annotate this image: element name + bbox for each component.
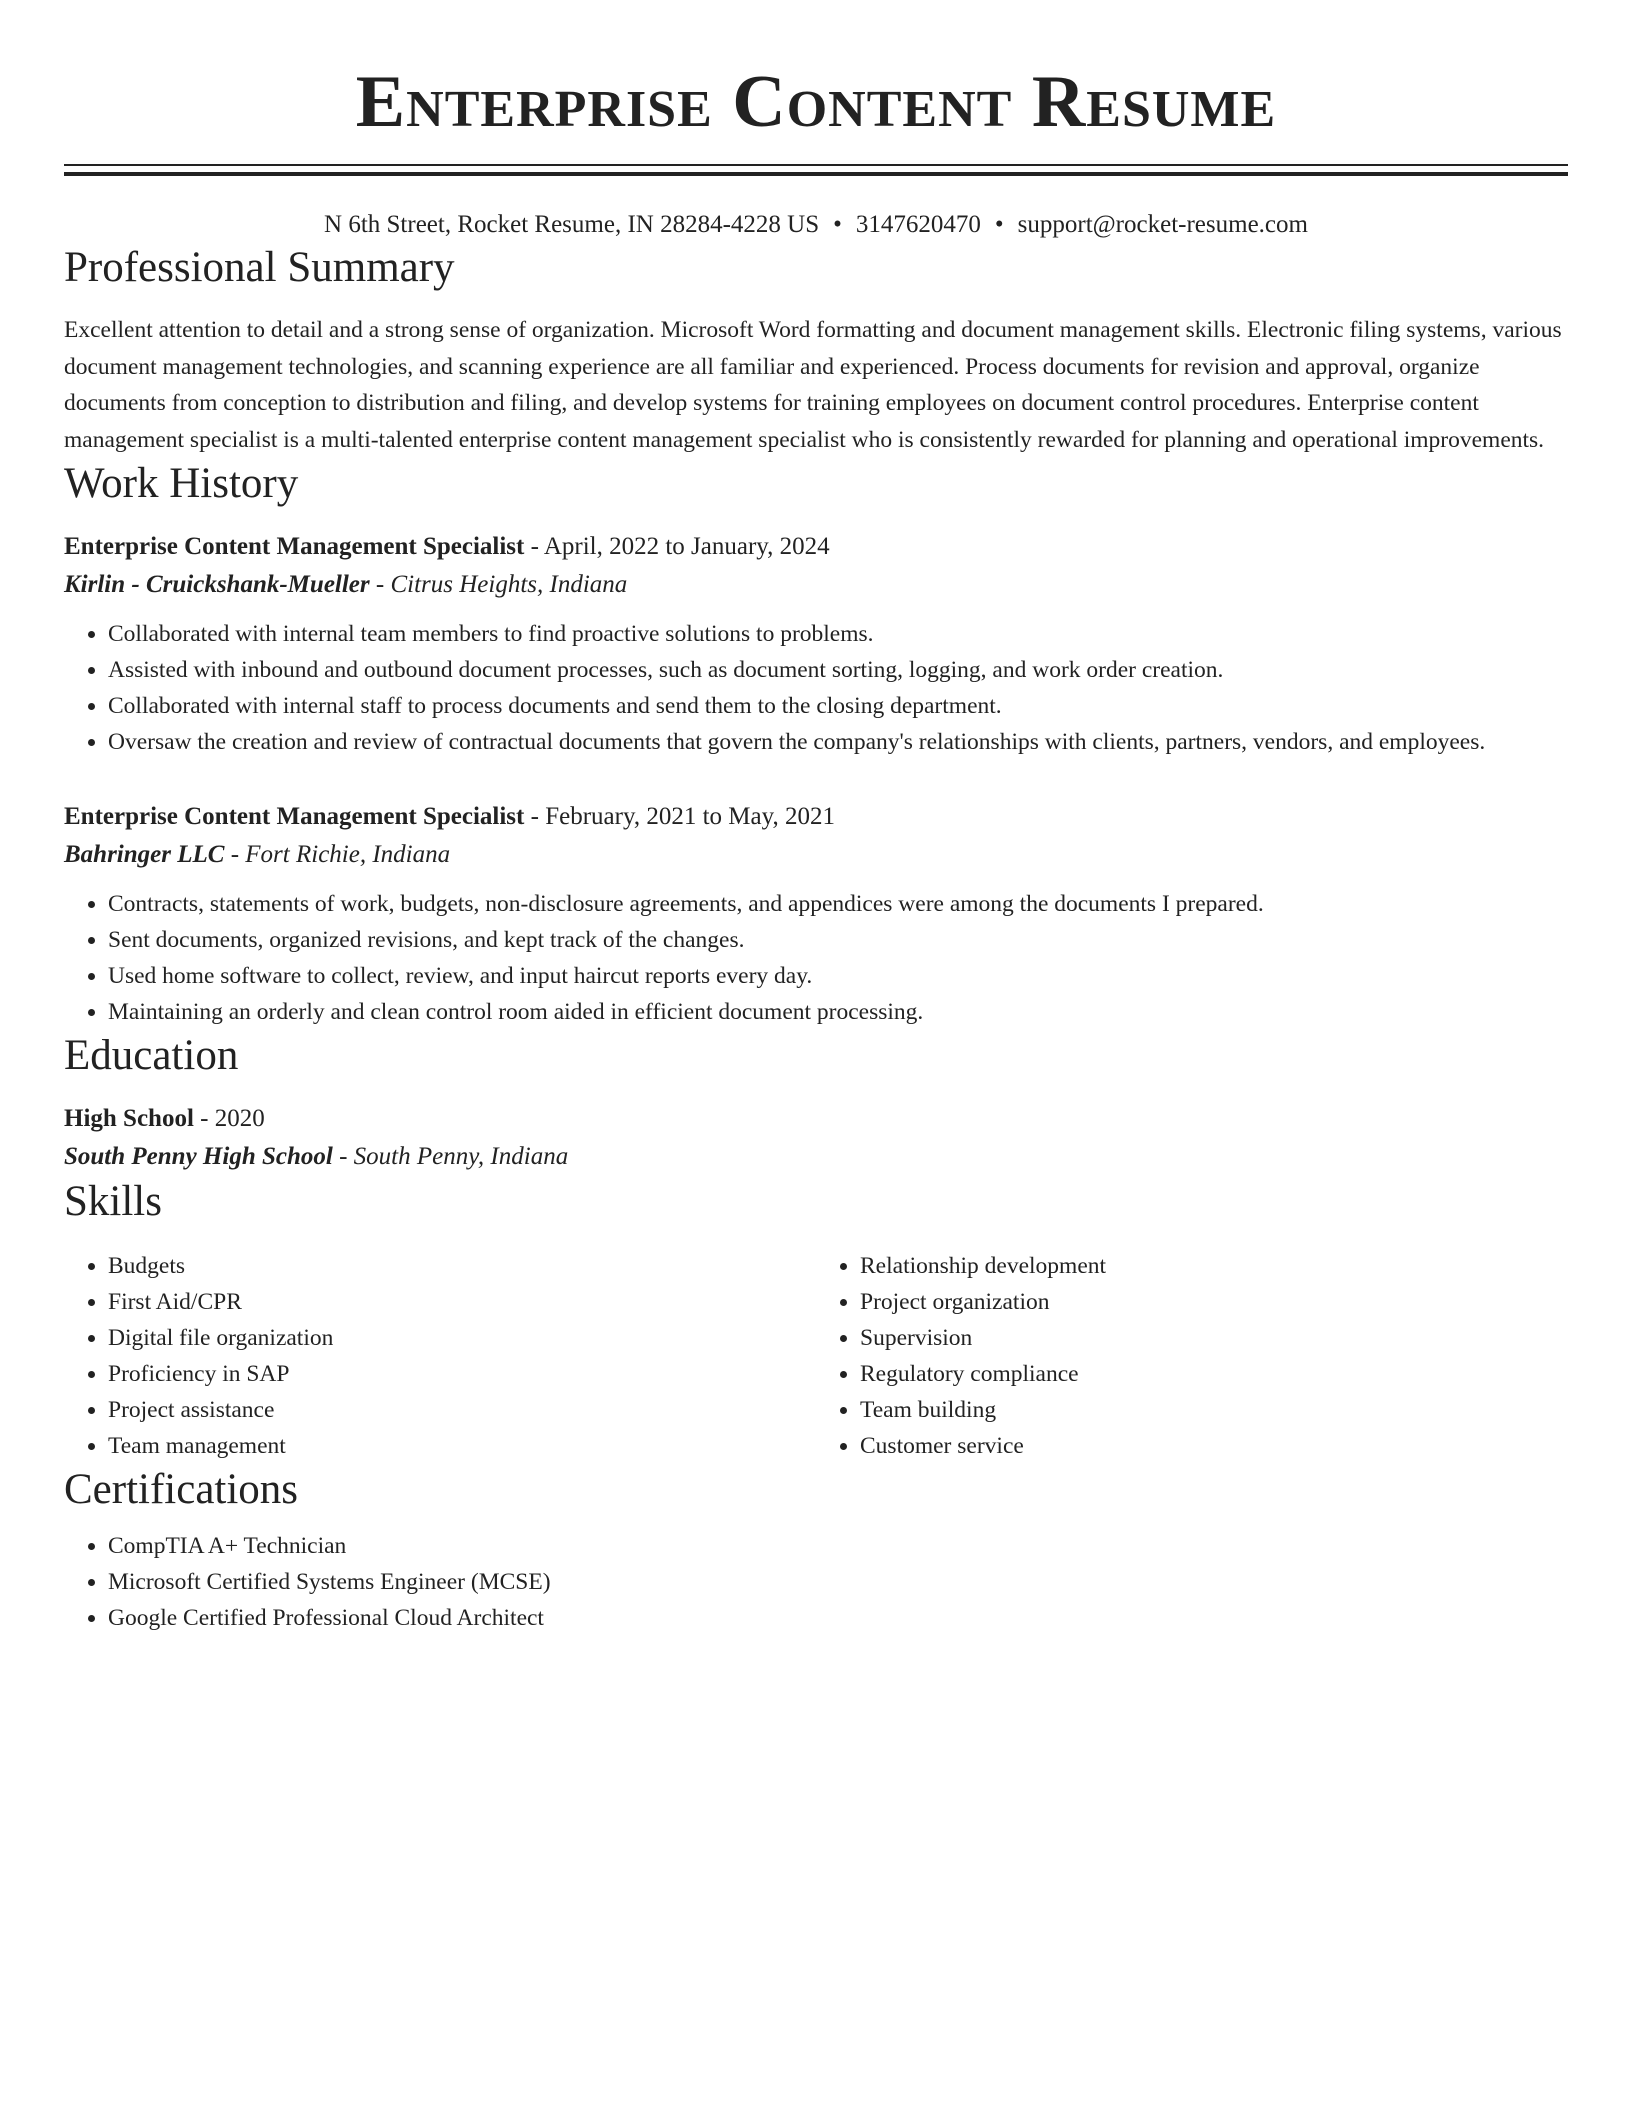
skills-list-right (816, 1248, 1568, 1464)
certification-item: • CompTIA A+ Technician (108, 1528, 1568, 1564)
skill-item: • Regulatory compliance (860, 1356, 1568, 1392)
contact-separator: • (833, 211, 842, 238)
contact-address: N 6th Street, Rocket Resume, IN 28284-4228 US (324, 211, 820, 238)
job-location: - Citrus Heights, Indiana (369, 571, 628, 598)
list-item: • Oversaw the creation and review of contractual documents that govern the company's relationships with clients, partners, vendors, and employees. (108, 724, 1568, 760)
job-bullets (64, 886, 1568, 1030)
contact-phone: 3147620470 (855, 211, 981, 238)
job-company-line (64, 836, 1568, 874)
skill-item: • Digital file organization (108, 1320, 816, 1356)
job-entry (64, 528, 1568, 760)
education-degree-line (64, 1100, 1568, 1138)
skill-item: • Team building (860, 1392, 1568, 1428)
job-title: Enterprise Content Management Specialist (64, 803, 525, 830)
certification-item: • Microsoft Certified Systems Engineer (MCSE) (108, 1564, 1568, 1600)
job-company: Kirlin - Cruickshank-Mueller (64, 571, 370, 598)
job-company-line (64, 566, 1568, 604)
job-title: Enterprise Content Management Specialist (64, 533, 525, 560)
job-dates: - April, 2022 to January, 2024 (524, 533, 830, 560)
skill-item: • Relationship development (860, 1248, 1568, 1284)
education-year: - 2020 (193, 1105, 265, 1132)
summary-text: Excellent attention to detail and a strong sense of organization. Microsoft Word formatting and document management skills. Electronic filing systems, various document management technologies, and scanning experience are all familiar and experienced. Process documents for revision and approval, organize documents from conception to distribution and filing, and develop systems for training employees on document control procedures. Enterprise content management specialist is a multi-talented enterprise content management specialist who is consistently rewarded for planning and operational improvements. (64, 317, 1562, 453)
skill-item: • Customer service (860, 1428, 1568, 1464)
list-item: • Maintaining an orderly and clean control room aided in efficient document processing. (108, 994, 1568, 1030)
job-location: - Fort Richie, Indiana (224, 841, 451, 868)
education-school: South Penny High School (64, 1143, 333, 1170)
job-title-line (64, 528, 1568, 566)
skills-columns (64, 1248, 1568, 1464)
title-divider-thick (64, 172, 1568, 176)
skills-list-left (64, 1248, 816, 1464)
skill-item: • First Aid/CPR (108, 1284, 816, 1320)
education-school-line (64, 1138, 1568, 1176)
job-company: Bahringer LLC (64, 841, 225, 868)
education-entry (64, 1100, 1568, 1176)
list-item: • Collaborated with internal staff to process documents and send them to the closing department. (108, 688, 1568, 724)
certifications-list (64, 1528, 1568, 1636)
skill-item: • Team management (108, 1428, 816, 1464)
job-entry (64, 798, 1568, 1030)
list-item: • Sent documents, organized revisions, and kept track of the changes. (108, 922, 1568, 958)
job-bullets (64, 616, 1568, 760)
list-item: • Used home software to collect, review, and input haircut reports every day. (108, 958, 1568, 994)
section-heading-skills: Skills (64, 1178, 162, 1225)
title-divider-thin (64, 164, 1568, 166)
section-heading-education: Education (64, 1032, 239, 1079)
contact-separator: • (994, 211, 1004, 238)
contact-email: support@rocket-resume.com (1017, 211, 1308, 238)
list-item: • Contracts, statements of work, budgets, non-disclosure agreements, and appendices were among the documents I prepared. (108, 886, 1568, 922)
job-title-line (64, 798, 1568, 836)
skill-item: • Budgets (108, 1248, 816, 1284)
section-heading-work-history: Work History (64, 460, 299, 507)
resume-title: Enterprise Content Resume (355, 61, 1277, 143)
skill-item: • Project assistance (108, 1392, 816, 1428)
section-heading-certifications: Certifications (64, 1466, 299, 1513)
education-location: - South Penny, Indiana (332, 1143, 569, 1170)
education-degree: High School (64, 1105, 194, 1132)
job-dates: - February, 2021 to May, 2021 (524, 803, 835, 830)
contact-line (64, 208, 1568, 242)
list-item: • Assisted with inbound and outbound document processes, such as document sorting, logging, and work order creation. (108, 652, 1568, 688)
certification-item: • Google Certified Professional Cloud Architect (108, 1600, 1568, 1636)
section-heading-summary: Professional Summary (64, 244, 455, 291)
skill-item: • Proficiency in SAP (108, 1356, 816, 1392)
list-item: • Collaborated with internal team members to find proactive solutions to problems. (108, 616, 1568, 652)
skill-item: • Supervision (860, 1320, 1568, 1356)
skill-item: • Project organization (860, 1284, 1568, 1320)
